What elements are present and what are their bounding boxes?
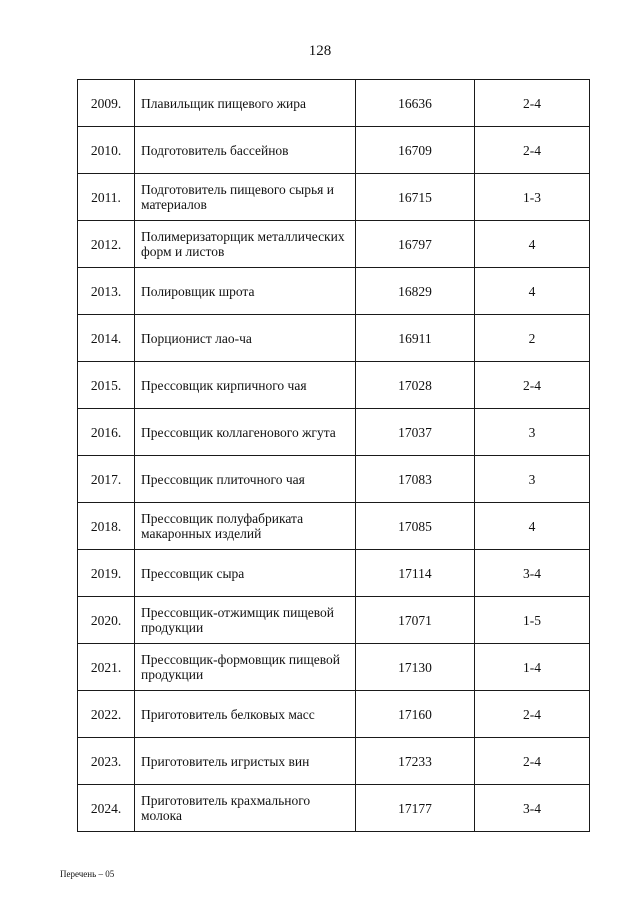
- grade-range-cell: 1-4: [475, 644, 590, 691]
- row-number-cell: 2023.: [78, 738, 135, 785]
- profession-name-cell: Порционист лао-ча: [135, 315, 356, 362]
- grade-range-cell: 3-4: [475, 785, 590, 832]
- grade-range-cell: 4: [475, 221, 590, 268]
- profession-code-cell: 17083: [356, 456, 475, 503]
- profession-table: [77, 79, 590, 832]
- row-number-cell: 2020.: [78, 597, 135, 644]
- grade-range-cell: 2-4: [475, 80, 590, 127]
- grade-range-cell: 2-4: [475, 691, 590, 738]
- table-row: [78, 221, 590, 268]
- profession-name-cell: Прессовщик полуфабриката макаронных изделий: [135, 503, 356, 550]
- profession-name-cell: Прессовщик-отжимщик пищевой продукции: [135, 597, 356, 644]
- table-row: [78, 315, 590, 362]
- grade-range-cell: 3: [475, 456, 590, 503]
- table-row: [78, 268, 590, 315]
- profession-name-cell: Приготовитель игристых вин: [135, 738, 356, 785]
- profession-code-cell: 16797: [356, 221, 475, 268]
- profession-name-cell: Приготовитель белковых масс: [135, 691, 356, 738]
- profession-code-cell: 16829: [356, 268, 475, 315]
- profession-name-cell: Полимеризаторщик металлических форм и листов: [135, 221, 356, 268]
- grade-range-cell: 2-4: [475, 127, 590, 174]
- row-number-cell: 2011.: [78, 174, 135, 221]
- profession-code-cell: 16709: [356, 127, 475, 174]
- table-row: [78, 409, 590, 456]
- grade-range-cell: 1-3: [475, 174, 590, 221]
- profession-name-cell: Приготовитель крахмального молока: [135, 785, 356, 832]
- profession-code-cell: 16636: [356, 80, 475, 127]
- profession-code-cell: 17071: [356, 597, 475, 644]
- grade-range-cell: 1-5: [475, 597, 590, 644]
- table-body: [78, 80, 590, 832]
- profession-code-cell: 17028: [356, 362, 475, 409]
- table-row: [78, 174, 590, 221]
- table-row: [78, 597, 590, 644]
- row-number-cell: 2018.: [78, 503, 135, 550]
- row-number-cell: 2010.: [78, 127, 135, 174]
- row-number-cell: 2014.: [78, 315, 135, 362]
- table-row: [78, 362, 590, 409]
- footer-label: Перечень – 05: [60, 869, 115, 879]
- row-number-cell: 2021.: [78, 644, 135, 691]
- profession-code-cell: 16911: [356, 315, 475, 362]
- row-number-cell: 2022.: [78, 691, 135, 738]
- grade-range-cell: 3: [475, 409, 590, 456]
- table-row: [78, 80, 590, 127]
- grade-range-cell: 4: [475, 268, 590, 315]
- profession-name-cell: Подготовитель пищевого сырья и материалов: [135, 174, 356, 221]
- profession-code-cell: 17233: [356, 738, 475, 785]
- grade-range-cell: 2: [475, 315, 590, 362]
- table-row: [78, 691, 590, 738]
- page-number: 128: [308, 43, 332, 59]
- row-number-cell: 2013.: [78, 268, 135, 315]
- profession-name-cell: Прессовщик-формовщик пищевой продукции: [135, 644, 356, 691]
- profession-code-cell: 17130: [356, 644, 475, 691]
- profession-code-cell: 17085: [356, 503, 475, 550]
- grade-range-cell: 3-4: [475, 550, 590, 597]
- profession-code-cell: 17037: [356, 409, 475, 456]
- row-number-cell: 2012.: [78, 221, 135, 268]
- profession-name-cell: Подготовитель бассейнов: [135, 127, 356, 174]
- profession-name-cell: Прессовщик сыра: [135, 550, 356, 597]
- row-number-cell: 2015.: [78, 362, 135, 409]
- table-row: [78, 550, 590, 597]
- profession-code-cell: 17177: [356, 785, 475, 832]
- table-row: [78, 127, 590, 174]
- row-number-cell: 2009.: [78, 80, 135, 127]
- row-number-cell: 2017.: [78, 456, 135, 503]
- table-row: [78, 503, 590, 550]
- profession-name-cell: Прессовщик плиточного чая: [135, 456, 356, 503]
- profession-code-cell: 17114: [356, 550, 475, 597]
- row-number-cell: 2016.: [78, 409, 135, 456]
- grade-range-cell: 2-4: [475, 738, 590, 785]
- profession-code-cell: 16715: [356, 174, 475, 221]
- table-row: [78, 738, 590, 785]
- profession-name-cell: Плавильщик пищевого жира: [135, 80, 356, 127]
- profession-name-cell: Прессовщик коллагенового жгута: [135, 409, 356, 456]
- row-number-cell: 2019.: [78, 550, 135, 597]
- grade-range-cell: 2-4: [475, 362, 590, 409]
- profession-name-cell: Прессовщик кирпичного чая: [135, 362, 356, 409]
- table-row: [78, 785, 590, 832]
- table-row: [78, 644, 590, 691]
- grade-range-cell: 4: [475, 503, 590, 550]
- table-row: [78, 456, 590, 503]
- profession-code-cell: 17160: [356, 691, 475, 738]
- row-number-cell: 2024.: [78, 785, 135, 832]
- profession-name-cell: Полировщик шрота: [135, 268, 356, 315]
